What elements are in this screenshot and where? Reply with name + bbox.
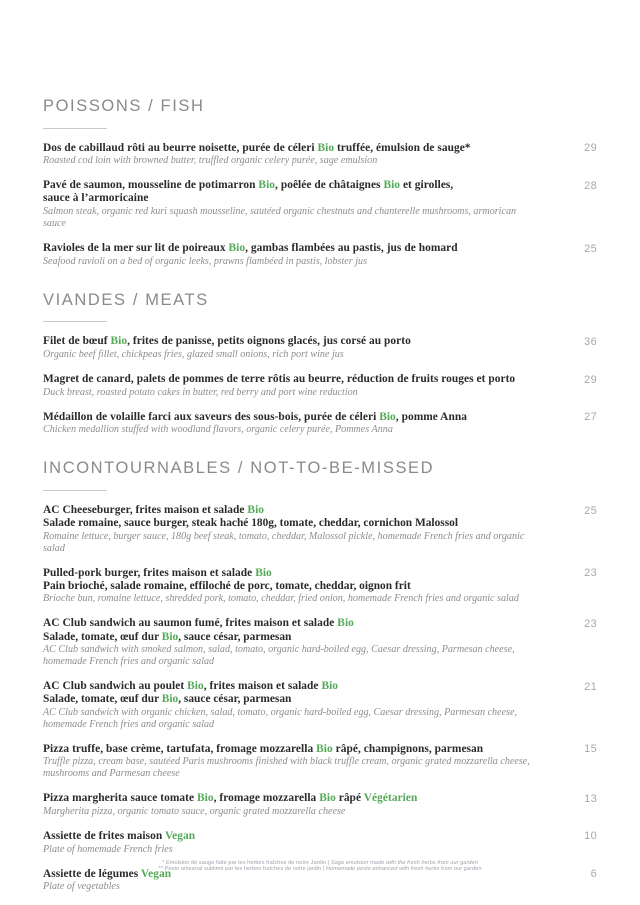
menu-item xyxy=(43,792,597,818)
menu-item xyxy=(43,680,597,731)
menu-item xyxy=(43,373,597,399)
diet-tag: Bio xyxy=(337,617,354,630)
diet-tag: Bio xyxy=(258,179,276,192)
footnotes xyxy=(0,861,640,872)
item-ingredients: Salade romaine, sauce burger, steak haché 180g, tomate, cheddar, cornichon Malossol xyxy=(43,517,459,530)
diet-tag: Bio xyxy=(161,630,179,643)
item-title: Pavé de saumon, mousseline de potimarron Bio, poêlée de châtaignes Bio et girolles, sauce à l’armoricaine xyxy=(43,179,454,205)
item-price: 13 xyxy=(584,792,597,805)
diet-tag: Bio xyxy=(255,566,272,579)
item-description: Salmon steak, organic red kuri squash mousseline, sautéed organic chestnuts and chanterelle mushrooms, armorican sauce xyxy=(43,206,517,230)
item-title: Assiette de frites maison Vegan xyxy=(43,829,196,842)
item-price: 10 xyxy=(584,830,597,843)
diet-tag: Bio xyxy=(187,680,204,693)
diet-tag: Bio xyxy=(317,141,335,154)
item-price: 29 xyxy=(584,142,597,155)
item-description: Margherita pizza, organic tomato sauce, organic grated mozzarella cheese xyxy=(43,805,346,817)
item-ingredients: Pain brioché, salade romaine, effiloché de porc, tomate, cheddar, oignon frit xyxy=(43,579,411,592)
item-description: Truffle pizza, cream base, sautéed Paris mushrooms finished with black truffle cream, organic grated mozzarella cheese, mushrooms and Parmesan cheese xyxy=(43,756,530,780)
item-description: AC Club sandwich with organic chicken, salad, tomato, organic hard-boiled egg, Caesar dressing, Parmesan cheese, homemade French fries and organic salad xyxy=(43,706,517,730)
item-description: Chicken medallion stuffed with woodland flavors, organic celery purée, Pommes Anna xyxy=(43,424,393,436)
item-price: 28 xyxy=(584,179,597,192)
menu-item xyxy=(43,142,597,168)
diet-tag: Bio xyxy=(321,680,339,693)
item-ingredients: Salade, tomate, œuf dur Bio, sauce césar, parmesan xyxy=(43,630,292,643)
diet-tag: Bio xyxy=(196,792,214,805)
item-price: 6 xyxy=(590,868,597,881)
diet-tag: Bio xyxy=(383,179,401,192)
item-price: 21 xyxy=(584,680,597,693)
section-divider xyxy=(43,128,107,129)
item-description: Brioche bun, romaine lettuce, shredded pork, tomato, cheddar, fried onion, homemade French fries and organic salad xyxy=(43,593,519,605)
menu-item xyxy=(43,179,597,230)
section-divider xyxy=(43,490,107,491)
section-heading: VIANDES / MEATS xyxy=(43,290,209,309)
footnote-fr: * Émulsion de sauge faite par les herbes fraîches de notre Jardin | xyxy=(162,860,331,867)
footnote-en: Homemade pesto enhanced with fresh herbs from our garden xyxy=(326,865,482,872)
diet-tag: Bio xyxy=(379,410,396,423)
item-description: Plate of vegetables xyxy=(43,881,120,893)
menu-section xyxy=(43,291,597,437)
item-title: Médaillon de volaille farci aux saveurs des sous-bois, purée de céleri Bio, pomme Anna xyxy=(43,410,467,423)
diet-tag: Vegan xyxy=(164,829,196,842)
item-price: 23 xyxy=(584,567,597,580)
footnote-en: Sage emulsion made with the fresh herbs from our garden xyxy=(330,860,478,867)
item-description: Roasted cod loin with browned butter, truffled organic celery purée, sage emulsion xyxy=(43,155,378,167)
menu-item xyxy=(43,743,597,781)
diet-tag: Vegan xyxy=(140,867,172,880)
menu-item xyxy=(43,242,597,268)
menu-item xyxy=(43,411,597,437)
item-price: 27 xyxy=(584,411,597,424)
item-title: Pulled-pork burger, frites maison et salade Bio xyxy=(43,566,272,579)
item-price: 23 xyxy=(584,617,597,630)
diet-tag: Bio xyxy=(247,504,265,517)
menu-item xyxy=(43,830,597,856)
item-title: Ravioles de la mer sur lit de poireaux Bio, gambas flambées au pastis, jus de homard xyxy=(43,242,458,255)
menu-body xyxy=(43,0,597,893)
diet-tag: Bio xyxy=(319,792,336,805)
menu-item xyxy=(43,617,597,668)
item-description: Seafood ravioli on a bed of organic leeks, prawns flambéed in pastis, lobster jus xyxy=(43,255,368,267)
item-description: AC Club sandwich with smoked salmon, salad, tomato, organic hard-boiled egg, Caesar dressing, Parmesan cheese, homemade French fries and organic salad xyxy=(43,644,515,668)
item-title: Magret de canard, palets de pommes de terre rôtis au beurre, réduction de fruits rouges et porto xyxy=(43,373,516,386)
menu-section xyxy=(43,97,597,268)
menu-item xyxy=(43,567,597,606)
diet-tag: Bio xyxy=(161,693,179,706)
section-heading: POISSONS / FISH xyxy=(43,97,205,115)
section-heading: INCONTOURNABLES / NOT-TO-BE-MISSED xyxy=(43,459,435,478)
menu-section xyxy=(43,459,597,893)
item-price: 36 xyxy=(584,335,597,348)
item-ingredients: Salade, tomate, œuf dur Bio, sauce césar, parmesan xyxy=(43,693,292,706)
diet-tag: Bio xyxy=(228,242,246,255)
item-title: AC Club sandwich au poulet Bio, frites maison et salade Bio xyxy=(43,680,339,693)
footnote xyxy=(0,867,640,872)
item-price: 25 xyxy=(584,242,597,255)
item-price: 25 xyxy=(584,504,597,517)
item-title: AC Cheeseburger, frites maison et salade Bio xyxy=(43,504,265,517)
item-description: Duck breast, roasted potato cakes in butter, red berry and port wine reduction xyxy=(43,386,358,398)
item-description: Plate of homemade French fries xyxy=(43,843,173,855)
diet-tag: Bio xyxy=(110,335,128,348)
item-title: Filet de bœuf Bio, frites de panisse, petits oignons glacés, jus corsé au porto xyxy=(43,335,411,348)
diet-tag: Bio xyxy=(316,742,333,755)
item-description: Organic beef fillet, chickpeas fries, glazed small onions, rich port wine jus xyxy=(43,349,344,361)
menu-item xyxy=(43,335,597,361)
footnote-fr: ** Pesto artisanal sublimé par les herbes fraîches de notre jardin | xyxy=(158,865,327,872)
item-title: Dos de cabillaud rôti au beurre noisette, purée de céleri Bio truffée, émulsion de sauge* xyxy=(43,141,471,154)
item-price: 15 xyxy=(584,743,597,756)
menu-item xyxy=(43,504,597,555)
item-title: Assiette de légumes Vegan xyxy=(43,867,172,880)
diet-tag: Végétarien xyxy=(363,792,418,805)
section-divider xyxy=(43,321,107,322)
item-title: Pizza truffe, base crème, tartufata, fromage mozzarella Bio râpé, champignons, parmesan xyxy=(43,742,484,755)
item-price: 29 xyxy=(584,373,597,386)
item-description: Romaine lettuce, burger sauce, 180g beef steak, tomato, cheddar, Malossol pickle, homemade French fries and organic salad xyxy=(43,530,525,554)
item-title: Pizza margherita sauce tomate Bio, fromage mozzarella Bio râpé Végétarien xyxy=(43,792,418,805)
item-title: AC Club sandwich au saumon fumé, frites maison et salade Bio xyxy=(43,617,354,630)
